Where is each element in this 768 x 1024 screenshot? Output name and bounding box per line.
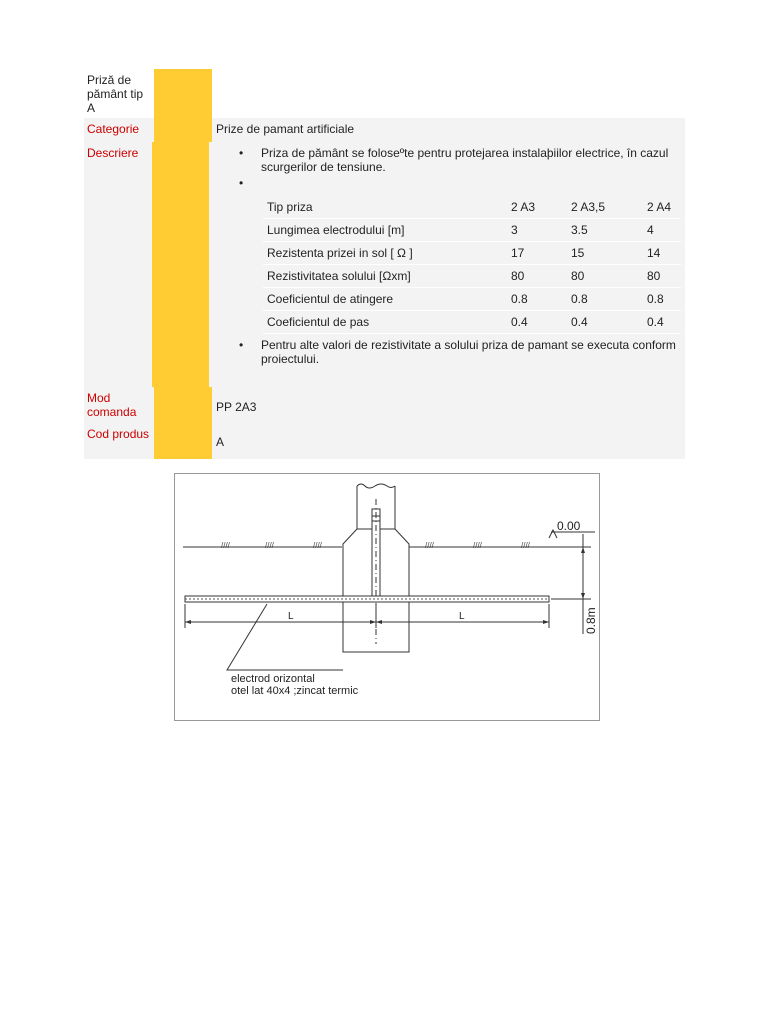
order-mode-row: [84, 387, 685, 423]
technical-drawing: [174, 473, 600, 721]
spec-table-row: [263, 196, 681, 219]
spec-table-row: [263, 288, 681, 311]
ground-electrode-diagram: [175, 474, 599, 720]
order-mode-value: PP 2A3: [216, 400, 257, 414]
spec-value-cell: 15: [567, 242, 643, 265]
spec-value-cell: 0.4: [643, 311, 681, 334]
spec-value-cell: 3.5: [567, 219, 643, 242]
soil-mark: ////: [221, 541, 230, 550]
description-row: [84, 142, 685, 387]
spec-param-cell: Rezistenta prizei in sol [ Ω ]: [263, 242, 507, 265]
product-title: Priză de pământ tip A: [84, 69, 154, 118]
spec-value-cell: 0.4: [567, 311, 643, 334]
length-label-right: L: [459, 611, 465, 622]
caption-line-1: electrod orizontal: [231, 673, 315, 685]
spec-param-cell: Coeficientul de pas: [263, 311, 507, 334]
soil-mark: ////: [313, 541, 322, 550]
spec-value-cell: 0.8: [643, 288, 681, 311]
description-list: [213, 146, 681, 192]
product-code-value: A: [216, 435, 225, 449]
description-bullet: • Priza de pământ se foloseºte pentru protejarea instalaþiilor electrice, în cazul scurgerilor de tensiune.: [261, 146, 681, 174]
accent-column: [154, 69, 212, 118]
spec-param-cell: Rezistivitatea solului [Ωxm]: [263, 265, 507, 288]
leader-line: [227, 604, 343, 670]
spec-value-cell: 0.8: [567, 288, 643, 311]
spec-param-cell: Lungimea electrodului [m]: [263, 219, 507, 242]
spec-table-row: [263, 265, 681, 288]
spec-value-cell: 4: [643, 219, 681, 242]
spec-value-cell: 2 A4: [643, 196, 681, 219]
spec-value-cell: 80: [567, 265, 643, 288]
accent-column: [154, 387, 212, 423]
caption-line-2: otel lat 40x4 ;zincat termic: [231, 685, 359, 697]
description-label: Descriere: [87, 146, 139, 160]
spec-table-row: [263, 311, 681, 334]
spec-value-cell: 2 A3: [507, 196, 567, 219]
accent-column: [154, 423, 212, 459]
spec-value-cell: 80: [507, 265, 567, 288]
product-code-label: Cod produs: [87, 427, 150, 441]
level-label: 0.00: [557, 519, 581, 533]
category-row: [84, 118, 685, 142]
spec-value-cell: 0.4: [507, 311, 567, 334]
soil-mark: ////: [265, 541, 274, 550]
length-label-left: L: [288, 611, 294, 622]
pole-break: [357, 484, 395, 488]
accent-column: [152, 142, 209, 387]
soil-mark: ////: [425, 541, 434, 550]
product-sheet: [84, 69, 685, 459]
description-content: [209, 142, 685, 387]
spec-param-cell: Coeficientul de atingere: [263, 288, 507, 311]
order-mode-label: Mod comanda: [87, 391, 137, 419]
spec-value-cell: 2 A3,5: [567, 196, 643, 219]
soil-mark: ////: [521, 541, 530, 550]
spec-value-cell: 3: [507, 219, 567, 242]
soil-mark: ////: [473, 541, 482, 550]
category-value: Prize de pamant artificiale: [216, 122, 355, 136]
spec-table-row: [263, 242, 681, 265]
description-list: [213, 338, 681, 366]
spec-value-cell: 0.8: [507, 288, 567, 311]
depth-label: 0.8m: [584, 607, 598, 634]
spec-table: [263, 196, 681, 334]
product-code-row: [84, 423, 685, 459]
category-label: Categorie: [87, 122, 140, 136]
accent-column: [154, 118, 212, 142]
spec-value-cell: 14: [643, 242, 681, 265]
spec-value-cell: 17: [507, 242, 567, 265]
description-bullet: • Pentru alte valori de rezistivitate a solului priza de pamant se executa conform proiectului.: [261, 338, 681, 366]
title-row: [84, 69, 685, 118]
spec-param-cell: Tip priza: [263, 196, 507, 219]
spec-table-row: [263, 219, 681, 242]
description-bullet-empty: [261, 176, 681, 192]
spec-value-cell: 80: [643, 265, 681, 288]
